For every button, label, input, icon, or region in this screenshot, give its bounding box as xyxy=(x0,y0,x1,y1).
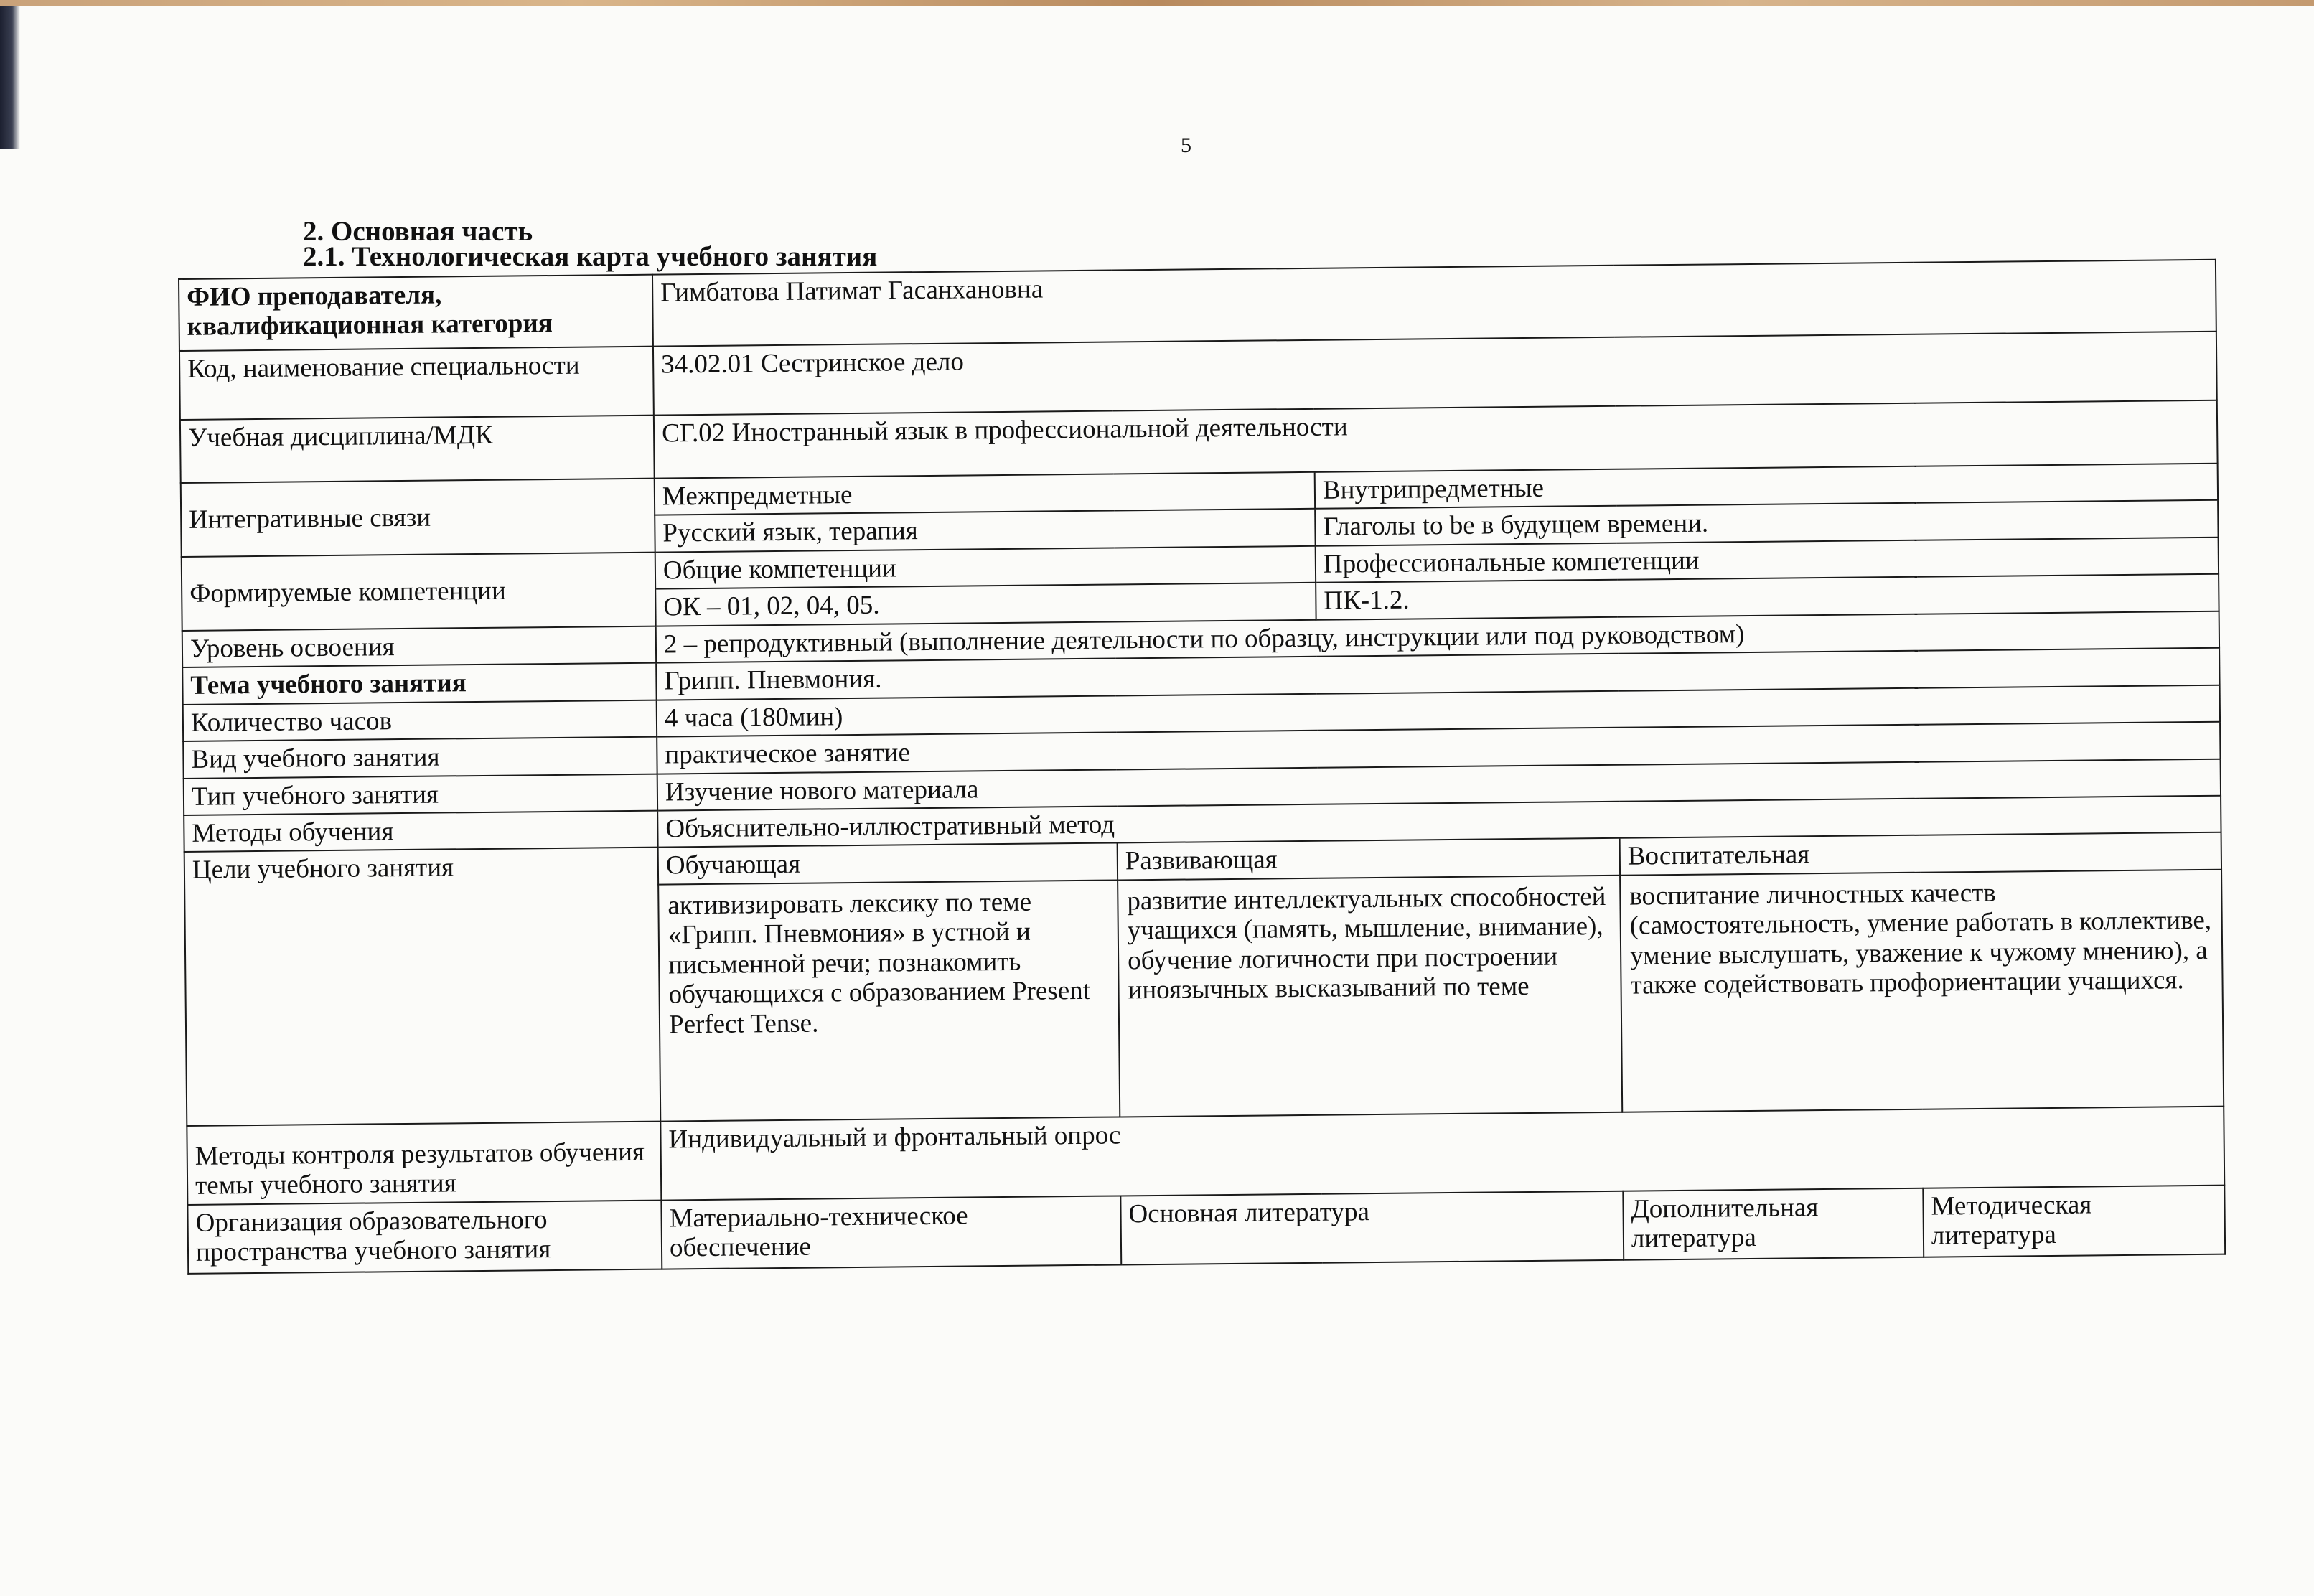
teacher-value: Гимбатова Патимат Гасанхановна xyxy=(652,260,2216,347)
specialty-value: 34.02.01 Сестринское дело xyxy=(653,332,2217,416)
additional-literature-header: Дополнительная литература xyxy=(1623,1188,1924,1260)
intra-subject-value: Глаголы to be в будущем времени. xyxy=(1315,500,2218,546)
discipline-value: СГ.02 Иностранный язык в профессиональной деятельности xyxy=(654,400,2218,479)
discipline-label: Учебная дисциплина/МДК xyxy=(180,416,655,483)
methods-value: Объяснительно-иллюстративный метод xyxy=(657,796,2221,848)
professional-competencies-value: ПК-1.2. xyxy=(1316,574,2219,620)
level-label: Уровень освоения xyxy=(182,626,656,667)
inter-subject-header: Межпредметные xyxy=(655,472,1315,515)
topic-label: Тема учебного занятия xyxy=(182,663,656,705)
professional-competencies-header: Профессиональные компетенции xyxy=(1316,538,2219,583)
general-competencies-header: Общие компетенции xyxy=(655,546,1316,589)
document-page xyxy=(0,6,2314,1596)
section-heading: 2. Основная часть xyxy=(303,216,533,247)
developing-goal-header: Развивающая xyxy=(1118,838,1620,880)
integrative-label: Интегративные связи xyxy=(181,479,655,557)
teacher-label: ФИО преподавателя, квалификационная категория xyxy=(179,275,653,351)
control-value: Индивидуальный и фронтальный опрос xyxy=(660,1107,2224,1201)
subsection-heading: 2.1. Технологическая карта учебного занятия xyxy=(303,241,878,272)
general-competencies-value: ОК – 01, 02, 04, 05. xyxy=(655,583,1316,626)
main-literature-header: Основная литература xyxy=(1120,1191,1624,1265)
hours-label: Количество часов xyxy=(183,700,657,741)
developing-goal-text: развитие интеллектуальных способностей учащихся (память, мышление, внимание), обучение логичности при построении иноязычных высказываний по теме xyxy=(1118,876,1622,1117)
inter-subject-value: Русский язык, терапия xyxy=(655,509,1315,552)
educational-goal-text: воспитание личностных качеств (самостоятельность, умение работать в коллективе, умение выслушать, уважение к чужому мнению), а также содействовать профориентации учащихся. xyxy=(1620,870,2224,1112)
intra-subject-header: Внутрипредметные xyxy=(1315,464,2218,510)
kind-value: практическое занятие xyxy=(657,722,2220,774)
goals-label: Цели учебного занятия xyxy=(184,848,661,1126)
methodical-literature-header: Методическая литература xyxy=(1923,1186,2225,1257)
teaching-goal-header: Обучающая xyxy=(658,843,1118,885)
educational-goal-header: Воспитательная xyxy=(1620,832,2221,875)
hours-value: 4 часа (180мин) xyxy=(657,685,2220,736)
type-label: Тип учебного занятия xyxy=(184,774,657,815)
organization-label: Организация образовательного пространства учебного занятия xyxy=(187,1200,662,1273)
methods-label: Методы обучения xyxy=(184,811,657,853)
competencies-label: Формируемые компетенции xyxy=(182,553,656,631)
material-support-header: Материально-техническое обеспечение xyxy=(661,1196,1121,1269)
page-number: 5 xyxy=(1181,133,1191,157)
specialty-label: Код, наименование специальности xyxy=(179,347,654,420)
kind-label: Вид учебного занятия xyxy=(183,737,657,779)
level-value: 2 – репродуктивный (выполнение деятельности по образцу, инструкции или под руководством) xyxy=(656,611,2219,662)
page-shadow xyxy=(0,6,20,149)
topic-value: Грипп. Пневмония. xyxy=(656,648,2219,700)
lesson-plan-table xyxy=(178,259,2226,1275)
teaching-goal-text: активизировать лексику по теме «Грипп. Пневмония» в устной и письменной речи; познакомить обучающихся с образованием Present Perfect Tense. xyxy=(658,880,1120,1121)
control-label: Методы контроля результатов обучения темы учебного занятия xyxy=(187,1121,661,1204)
type-value: Изучение нового материала xyxy=(657,759,2221,810)
